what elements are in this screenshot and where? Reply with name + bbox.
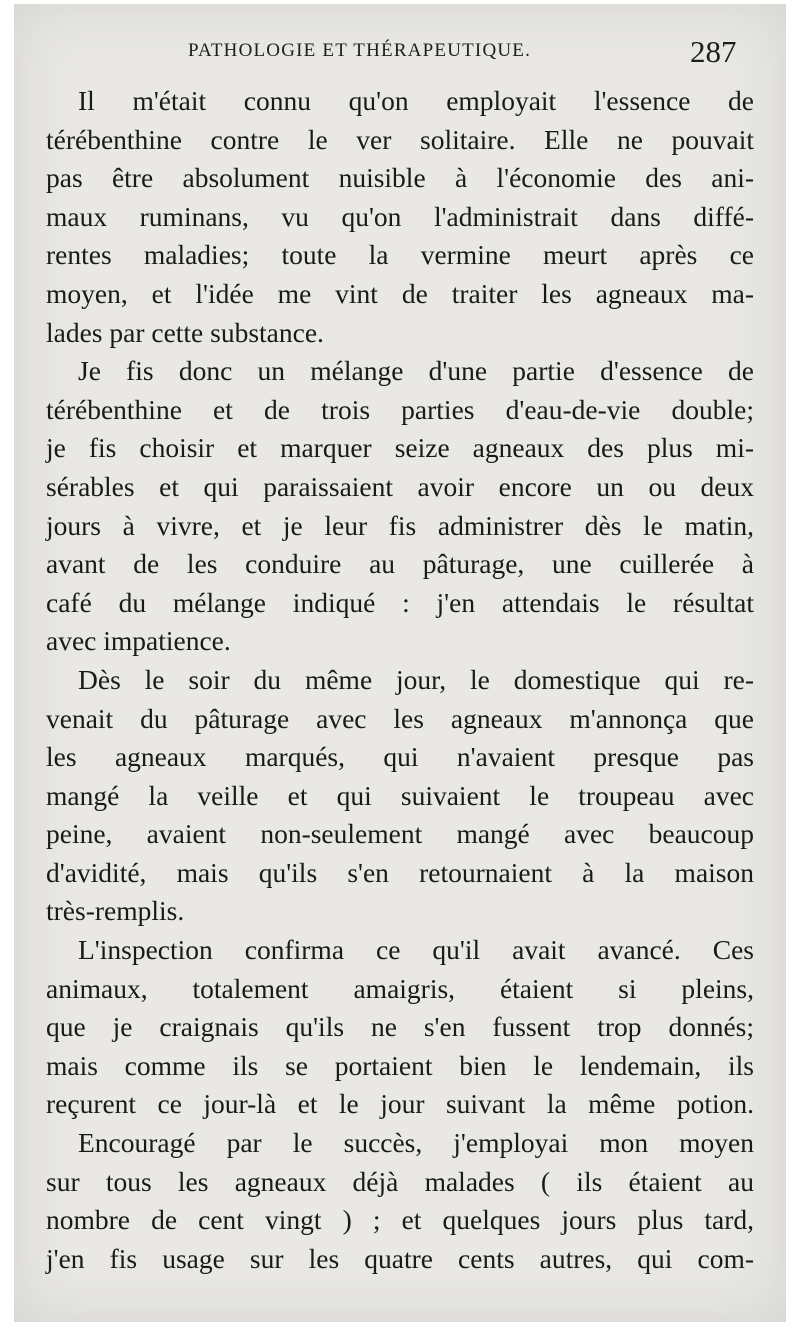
text-line: Encouragé par le succès, j'employai mon moyen xyxy=(78,1127,754,1159)
page-number: 287 xyxy=(690,34,737,69)
text-line: reçurent ce jour-là et le jour suivant la même potion. xyxy=(46,1088,754,1120)
text-line: avant de les conduire au pâturage, une cuillerée à xyxy=(46,548,754,580)
text-line: maux ruminans, vu qu'on l'administrait dans diffé- xyxy=(46,200,754,232)
text-line: peine, avaient non-seulement mangé avec beaucoup xyxy=(46,818,754,850)
text-line: je fis choisir et marquer seize agneaux des plus mi- xyxy=(46,432,754,464)
paragraph xyxy=(46,1124,754,1278)
text-line: lades par cette substance. xyxy=(46,316,324,348)
text-line: moyen, et l'idée me vint de traiter les agneaux ma- xyxy=(46,277,754,309)
text-line: mais comme ils se portaient bien le lendemain, ils xyxy=(46,1049,754,1081)
text-line: café du mélange indiqué : j'en attendais le résultat xyxy=(46,586,754,618)
text-line: Il m'était connu qu'on employait l'essence de xyxy=(78,85,754,116)
text-line: pas être absolument nuisible à l'économie des ani- xyxy=(46,162,754,194)
text-line: rentes maladies; toute la vermine meurt après ce xyxy=(46,239,754,271)
text-line: Dès le soir du même jour, le domestique qui re- xyxy=(78,663,754,695)
text-line: jours à vivre, et je leur fis administrer dès le matin, xyxy=(46,509,754,541)
body-text xyxy=(46,82,754,1278)
text-line: d'avidité, mais qu'ils s'en retournaient à la maison xyxy=(46,856,754,888)
running-title: PATHOLOGIE ET THÉRAPEUTIQUE. xyxy=(188,40,532,61)
text-line: venait du pâturage avec les agneaux m'annonça que xyxy=(46,702,754,734)
text-line: sur tous les agneaux déjà malades ( ils étaient au xyxy=(46,1165,754,1197)
text-line: les agneaux marqués, qui n'avaient presque pas xyxy=(46,741,754,773)
text-line: animaux, totalement amaigris, étaient si pleins, xyxy=(46,972,754,1004)
text-line: térébenthine et de trois parties d'eau-de-vie double; xyxy=(46,393,754,425)
paragraph xyxy=(46,931,754,1124)
text-line: très-remplis. xyxy=(46,895,185,927)
text-line: que je craignais qu'ils ne s'en fussent trop donnés; xyxy=(46,1011,754,1043)
text-line: térébenthine contre le ver solitaire. Elle ne pouvait xyxy=(46,123,754,155)
text-line: sérables et qui paraissaient avoir encore un ou deux xyxy=(46,470,754,502)
text-line: j'en fis usage sur les quatre cents autres, qui com- xyxy=(46,1242,754,1274)
page-header xyxy=(0,36,800,76)
paragraph xyxy=(46,352,754,661)
paragraph xyxy=(46,661,754,931)
paragraph xyxy=(46,82,754,352)
text-line: mangé la veille et qui suivaient le troupeau avec xyxy=(46,779,754,811)
text-line: Je fis donc un mélange d'une partie d'essence de xyxy=(78,355,754,387)
text-line: L'inspection confirma ce qu'il avait avancé. Ces xyxy=(78,934,754,966)
text-line: nombre de cent vingt ) ; et quelques jours plus tard, xyxy=(46,1204,754,1236)
text-line: avec impatience. xyxy=(46,625,231,657)
